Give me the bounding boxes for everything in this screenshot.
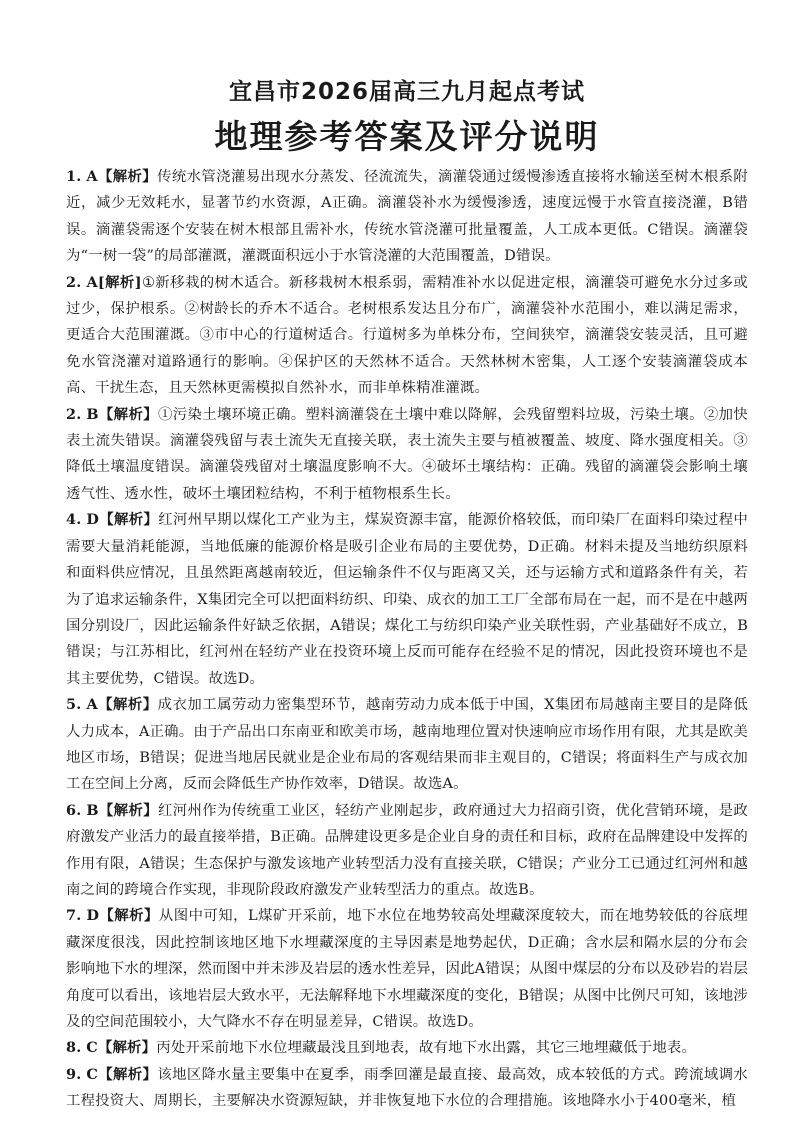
answer-letter: C bbox=[86, 1039, 98, 1057]
answer-letter: D bbox=[86, 907, 100, 925]
analysis-tag: [解析] bbox=[97, 273, 142, 291]
answer-item-1 bbox=[66, 164, 748, 270]
answer-item-2 bbox=[66, 270, 748, 402]
analysis-text: 红河州作为传统重工业区，轻纺产业刚起步，政府通过大力招商引资，优化营销环境，是政府激发产业活力的最直接举措，B正确。品牌建设更多是企业自身的责任和目标，政府在品牌建设中发挥的作用有限，A错误；生态保护与激发该地产业转型活力没有直接关联，C错误；产业分工已通过红河州和越南之间的跨境合作实现，非现阶段政府激发产业转型活力的重点。故选B。 bbox=[66, 802, 748, 898]
analysis-text: ①污染土壤环境正确。塑料滴灌袋在土壤中难以降解，会残留塑料垃圾，污染土壤。②加快表土流失错误。滴灌袋残留与表土流失无直接关联，表土流失主要与植被覆盖、坡度、降水强度相关。③降低土壤温度错误。滴灌袋残留对土壤温度影响不大。④破坏土壤结构：正确。残留的滴灌袋会影响土壤透气性、透水性，破坏土壤团粒结构，不利于植物根系生长。 bbox=[66, 406, 748, 502]
question-number: 6. bbox=[66, 801, 82, 819]
analysis-tag: 【解析】 bbox=[97, 696, 158, 714]
analysis-tag: 【解析】 bbox=[98, 1065, 158, 1083]
answer-letter: D bbox=[86, 511, 100, 529]
answer-letter: A bbox=[86, 696, 98, 714]
answer-item-3 bbox=[66, 402, 748, 508]
analysis-tag: 【解析】 bbox=[99, 511, 159, 529]
question-number: 8. bbox=[66, 1039, 82, 1057]
analysis-tag: 【解析】 bbox=[97, 1039, 157, 1057]
answer-list bbox=[66, 164, 748, 1115]
answer-item-7 bbox=[66, 903, 748, 1035]
answer-item-9 bbox=[66, 1062, 748, 1115]
page-title: 地理参考答案及评分说明 bbox=[214, 117, 600, 156]
answer-letter: A bbox=[86, 168, 98, 185]
analysis-text: 传统水管浇灌易出现水分蒸发、径流流失，滴灌袋通过缓慢渗透直接将水输送至树木根系附近，减少无效耗水，显著节约水资源，A正确。滴灌袋补水为缓慢渗透，速度远慢于水管直接浇灌，B错误。滴灌袋需逐个安装在树木根部且需补水，传统水管浇灌可批量覆盖，人工成本更低。C错误。滴灌袋为“一树一袋”的局部灌溉，灌溉面积远小于水管浇灌的大范围覆盖，D错误。 bbox=[66, 169, 748, 265]
exam-title: 宜昌市2026届高三九月起点考试 bbox=[228, 79, 585, 105]
answer-item-4 bbox=[66, 507, 748, 692]
analysis-tag: 【解析】 bbox=[99, 907, 159, 925]
analysis-text: 成衣加工属劳动力密集型环节，越南劳动力成本低于中国，X集团布局越南主要目的是降低人力成本，A正确。由于产品出口东南亚和欧美市场，越南地理位置对快速响应市场作用有限，尤其是欧美地区市场，B错误；促进当地居民就业是企业布局的客观结果而非主观目的，C错误；将面料生产与成衣加工在空间上分离，反而会降低生产协作效率，D错误。故选A。 bbox=[66, 697, 748, 793]
question-number: 1. bbox=[66, 168, 82, 185]
answer-letter: A bbox=[86, 273, 98, 291]
question-number: 7. bbox=[66, 907, 82, 925]
question-number: 9. bbox=[66, 1065, 82, 1083]
answer-letter: C bbox=[86, 1065, 99, 1083]
analysis-text: 从图中可知，L煤矿开采前，地下水位在地势较高处埋藏深度较大，而在地势较低的谷底埋藏深度很浅，因此控制该地区地下水埋藏深度的主导因素是地势起伏，D正确；含水层和隔水层的分布会影响地下水的埋深，然而图中并未涉及岩层的透水性差异，因此A错误；从图中煤层的分布以及砂岩的岩层角度可以看出，该地岩层大致水平，无法解释地下水埋藏深度的变化，B错误；从图中比例尺可知，该地涉及的空间范围较小，大气降水不存在明显差异，C错误。故选D。 bbox=[66, 908, 748, 1030]
analysis-text: 该地区降水量主要集中在夏季，雨季回灌是最直接、最高效，成本较低的方式。跨流域调水工程投资大、周期长，主要解决水资源短缺，并非恢复地下水位的合理措施。该地降水小于400毫米，植 bbox=[66, 1066, 748, 1110]
question-number: 5. bbox=[66, 696, 82, 714]
analysis-text: 红河州早期以煤化工产业为主，煤炭资源丰富，能源价格较低，而印染厂在面料印染过程中需要大量消耗能源，当地低廉的能源价格是吸引企业布局的主要优势，D正确。材料未提及当地纺织原料和面料供应情况，且虽然距离越南较近，但运输条件不仅与距离又关，还与运输方式和道路条件有关，若为了追求运输条件，X集团完全可以把面料纺织、印染、成衣的加工工厂全部布局在一起，而不是在中越两国分别设厂，因此运输条件好缺乏依据，A错误；煤化工与纺织印染产业关联性弱，产业基础好不成立，B错误；与江苏相比，红河州在轻纺产业在投资环境上反而可能存在经验不足的情况，因此投资环境也不是其主要优势，C错误。故选D。 bbox=[66, 512, 748, 687]
analysis-tag: 【解析】 bbox=[98, 801, 158, 819]
analysis-tag: 【解析】 bbox=[97, 168, 158, 185]
question-number: 2. bbox=[66, 273, 82, 291]
analysis-text: 丙处开采前地下水位埋藏最浅且到地表，故有地下水出露，其它三地埋藏低于地表。 bbox=[156, 1040, 697, 1057]
answer-letter: B bbox=[86, 801, 99, 819]
analysis-tag: 【解析】 bbox=[98, 405, 158, 423]
answer-item-5 bbox=[66, 692, 748, 798]
question-number: 4. bbox=[66, 511, 82, 529]
analysis-text: ①新移栽的树木适合。新移栽树木根系弱，需精准补水以促进定根，滴灌袋可避免水分过多或过少，保护根系。②树龄长的乔木不适合。老树根系发达且分布广，滴灌袋补水范围小，难以满足需求，更适合大范围灌溉。③市中心的行道树适合。行道树多为单株分布，空间狭窄，滴灌袋安装灵活，且可避免水管浇灌对道路通行的影响。④保护区的天然林不适合。天然林树木密集，人工逐个安装滴灌袋成本高、干扰生态，且天然林更需模拟自然补水，而非单株精准灌溉。 bbox=[66, 274, 749, 397]
answer-item-8 bbox=[66, 1035, 748, 1061]
answer-letter: B bbox=[86, 405, 99, 423]
answer-item-6 bbox=[66, 798, 748, 904]
question-number: 2. bbox=[66, 405, 82, 423]
